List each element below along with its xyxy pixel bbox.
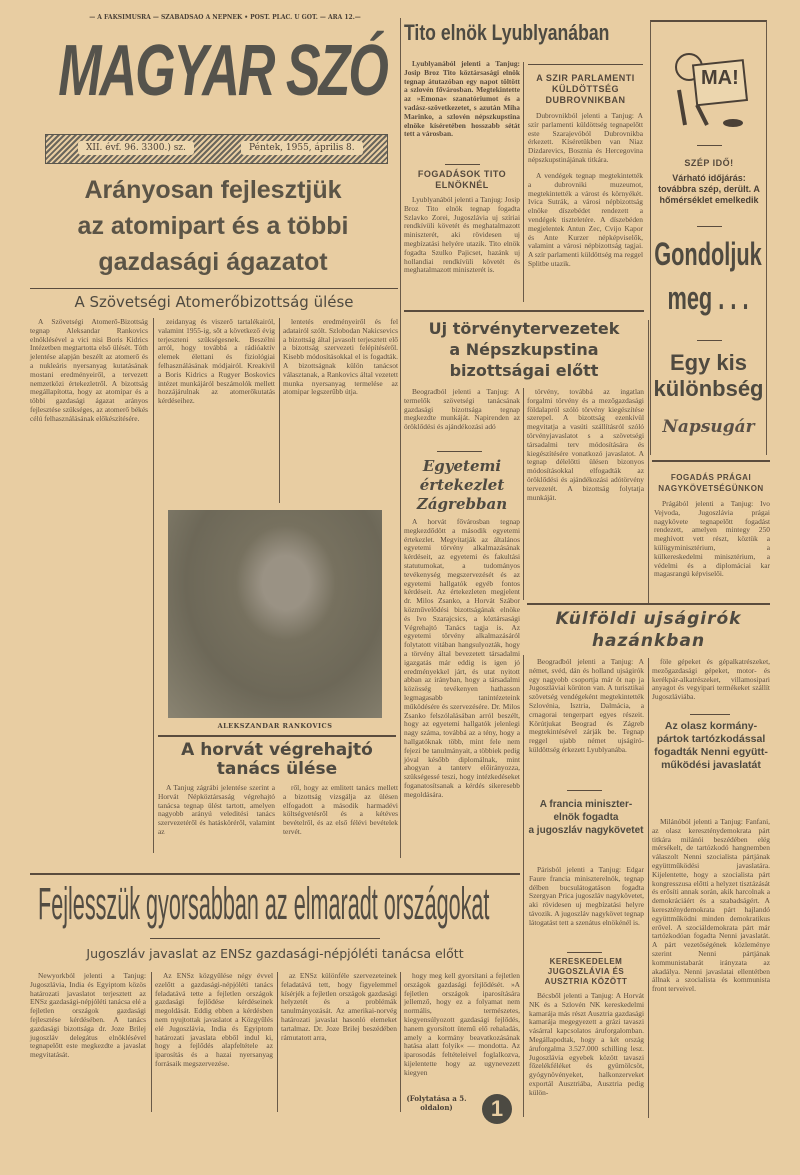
croatia-body-col2: ről, hogy az emlitett tanács mellett a bizottság vizsgálja az ülésen elfogadott a második harmadévi költségvetésről és a kétéves bevételről, és az első félévi bevételek tervét. xyxy=(283,783,398,836)
journalists-headline xyxy=(527,608,770,652)
journalists-headline-line: Külföldi ujságirók xyxy=(555,609,742,629)
france-body: Párisból jelenti a Tanjug: Edgar Faure francia miniszterelnök, tegnap délben bucsulátogatáson fogadta Szergyan Prica jugoszláv nagykövetet, aki rövidesen uj megbízatási helyre távozik. A jugoszláv nagykövet tegnap látogatást tett a szenátus elnökénél is. xyxy=(529,865,644,927)
page-number: 1 xyxy=(482,1094,512,1124)
bottom-col1: Newyorkból jelenti a Tanjug: Jugoszlávia, India és Egyiptom közös határozati javaslatot terjesztett az ENSz gazdasági-népjóléti tanácsa elé a fejletlen országok gazdasági fejlesztése kérdésében. A tanács gazdasági bizottsága dr. Joze Brilej jugoszláv delegátus elnöklésével tegnapelőtt este megkezdte a javaslat megvitatását. xyxy=(30,971,146,1060)
laws-headline xyxy=(404,318,644,381)
lead-subhead: A Szövetségi Atomerőbizottság ülése xyxy=(74,293,354,311)
bottom-col4: hogy meg kell gyorsítani a fejletlen országok gazdasági fejlődését. »A fejletlen országok iparosítására jellemző, hogy ez a folyamat nem normális, természetes, kiegyensúlyozott gazdasági fejlődés, hanem gyorsított ütemű elő rehaladás, amely a kormány beavatkozásának hatása alatt folyik« — mondotta. Az iparosodás feltételeivel foglalkozva, kijelentette hogy az ugynevezett kiegyen xyxy=(404,971,520,1077)
italy-body: Milánóból jelenti a Tanjug: Fanfani, az olasz kereszténydemokrata párt titkára milánói beszédében elég mérsékelt, de tartózkodó hangnemben válaszolt Nenni szocialista pártjának együttműködési javaslatára. Kijelentette, hogy a szocialista párt kongresszusa előtti a helyzet tisztázását és erősíti annak során, akik harcolnak a demokráciáért és a szabadságért. A kereszténydemokrata párt hajlandó együttműködni minden demokratikus erővel. A szociáldemokrata párt már tartózkodóan fogadta Nenni javaslatát. A párt vezetőségének közleménye szerint Nenni pártjának kommunistabarát irányzata az akadálya. Nenni javaslatai ellentétben állnak a szocialista és kommunista front terveivel. xyxy=(652,817,770,994)
weather-title: SZÉP IDŐ! xyxy=(684,158,734,168)
cartoon-newspaper-icon xyxy=(667,45,749,130)
journalists-headline-line: hazánkban xyxy=(591,631,706,651)
lead-headline-line: az atomipart és a többi xyxy=(77,212,349,240)
continued-note: (Folytatása a 5. oldalon) xyxy=(406,1094,467,1112)
tito-body: Lyublyanából jelenti a Tanjug: Josip Broz Tito köztársasági elnök tegnap átutazóban egy napot töltött a szlovén fővárosban. Megtekintette az »Emona« szanatóriumot és a vadász-szövetkezetet, s azután Miha Marinko, a szlovén népszkupstina elnöke kíséretében hosszabb sétát tett a városban. xyxy=(404,59,520,139)
france-headline-line: A francia miniszter- xyxy=(539,799,633,810)
tito-headline: Tito elnök Lyublyanában xyxy=(404,20,610,45)
laws-headline-line: bizottságai előtt xyxy=(449,361,599,380)
prague-headline: FOGADÁS PRÁGAI NAGYKÖVETSÉGÜNKON xyxy=(658,473,764,493)
photo-caption: ALEKSZANDAR RANKOVICS xyxy=(217,722,333,730)
photo-rankovics xyxy=(168,510,382,718)
laws-body-col1: Beogradból jelenti a Tanjug: A termelők szövetségi tanácsának gazdasági bizottsága tegnap megkezdte munkáját. Napirenden az öröklődési és ajándékozási adó xyxy=(404,387,520,432)
lead-body-col3: lentetés eredményeiről és fel adatairól szólt. Szlobodan Nakicsevics a bizottság által javasolt terjesztett elő a bizottság szervezeti felépítéséről. Kisebb módosításokkal el is fogadták. A bizottságnak külön tanácsot választanak, a Rankovics által vezetett munka nyersanyag termelése az atomipar legszerűbb útja. xyxy=(283,317,398,397)
university-body: A horvát fővárosban tegnap megkezdődött a második egyetemi értekezlet. Megvitatják az általános egyetemi törvény alkalmazásának kérdéseit, az egyetemi és fakultási statutumokat, a tudományos tevékenység megszervezését és az egyetemi hallgatók egyéb fontos kérdéseit. Az értekezleten megjelent dr. Milos Zsanko, a Horvát Szábor közművelődési bizottságának elnöke és Ivo Szarajcsics, a köztársasági Végrehajtó Tanács tagja is. Az egyetemi törvény alkalmazásáról folytatott vitában hangsulyozták, hogy a törvény által bevezetett társadalmi igazgatás már eddig is igen jó eredményekkel járt, és utat nyitott abban az irányban, hogy a társadalmi közösség tevékenyen hathasson legmagasabb tanintézeteink működésére és szervezésére. Dr. Milos Zsanko felszólalásában arról beszélt, hogy az egyetemi hallgatók jelenlegi nagy száma, továbbá az a tény, hogy a hallgatóknak több, mint fele nem fejezi be tanulmányait, a többiek pedig jóval később diplomálnak, mint ahogyan a tanterv előirányozza, szükségessé teszi, hogy intézkedéseket foganatosítsanak a kérdés sikeresebb megoldására. xyxy=(404,517,520,799)
cartoon-label: MA! xyxy=(701,67,739,89)
lead-body-col2: zeidanyag és viszerő tartalékairól, valamint 1955-ig, sőt a következő évig terjeszteni szükségesnek. Beszélni arról, hogy továbbá a rádióaktív elemek élettani és fiziológiai felhasználásának módjairól. Kreakivil a Boris Kidrics a Rugyer Boskovics intézet munkájáról beszámolók mellett hozzájárulnak az atomerőkutatás kérdéseihez. xyxy=(158,317,275,406)
trade-headline: KERESKEDELEM JUGOSZLÁVIA ÉS AUSZTRIA KÖZÖTT xyxy=(544,957,628,986)
tito-receptions-body: Lyublyanából jelenti a Tanjug: Josip Broz Tito elnök tegnap fogadta Szlavko Zorei, Jugoszlávia uj szíriai rendkívüli követét és meghatalmazott miniszterét, aki rövidesen uj megbízatási helyére utazik. Tito elnök fogadta Szulko Pajicset, hazánk uj hollandiai rendkívüli követét és meghatalmazott miniszterét is. xyxy=(404,195,520,275)
france-headline-line: elnök fogadta xyxy=(553,812,619,823)
newspaper-logo: MAGYAR SZÓ xyxy=(58,30,387,112)
syria-headline: A SZIR PARLAMENTI KÜLDÖTTSÉG DUBROVNIKBAN xyxy=(536,73,635,105)
lead-headline-line: gazdasági ágazatot xyxy=(98,248,328,276)
croatia-body-col1: A Tanjug zágrábi jelentése szerint a Horvát Népköztársaság végrehajtó tanácsa tegnap ülést tartott, amelyen nagyobb arányú veleditési tanács szervezetéről és hatásköréről, valamint az xyxy=(158,783,275,836)
croatia-headline-line: A horvát végrehajtó xyxy=(181,740,373,760)
bottom-subhead: Jugoszláv javaslat az ENSz gazdasági-népjóléti tanácsa előtt xyxy=(86,946,464,961)
bottom-headline: Fejlesszük gyorsabban az elmaradt országokat xyxy=(38,880,490,930)
masthead-topline: — A FAKSIMUSRA — SZABADSAO A NÉPNEK • POST. PLAC. U GOT. — ARA 12.— xyxy=(89,14,361,21)
bottom-col2: Az ENSz közgyűlése négy évvel ezelőtt a gazdasági-népjóléti tanács feladatává tette a fejletlen országok gazdasági fejlődése kérdéseinek megoldását. Eddig ebben a kérdésben nem nyujtottak javaslatot a Közgyűlés elé Jugoszlávia, India és Egyiptom határozati javaslata ebből indul ki, hogy a fejlődés alapfeltétele az iparosítás és a hazai nyersanyag forrásaik megszervezése. xyxy=(155,971,273,1068)
italy-headline-line: Az olasz kormány- xyxy=(664,720,758,732)
ad2-line: Egy kis xyxy=(669,350,748,375)
ad-think-again xyxy=(654,232,763,320)
france-headline xyxy=(527,798,645,837)
weather-text: Várható időjárás: továbbra szép, derült. A hőmérséklet emelkedik xyxy=(658,173,760,205)
trade-body: Bécsből jelenti a Tanjug: A Horvát NK és a Szlovén NK kereskedelmi kamarája más részt Ausztria gazdasági kamarája megegyezett a grázi tavaszi vásárral kapcsolatos áruforgalomban. Megállapodtak, hogy a két ország áruforgalma 3.527.000 schilling lesz. Jugoszlávia egyebek között tavaszi főzelékféléket és gyümölcsöt, gyógynövényeket, halkonzerveket exportál Ausztriába, Ausztria pedig külön- xyxy=(529,991,644,1097)
lead-headline-line: Arányosan fejlesztjük xyxy=(84,176,342,204)
laws-body-col2: törvény, továbbá az ingatlan forgalmi törvény és a mezőgazdasági földalapról szóló törvény kiegészítése szerepel. A bizottság ezenkívül megvitatja a vasúti szállításról szóló törvényjavaslatot s a szövetségi társadalmi terv módosítására és kiegészítésére vonatkozó javaslatot. A tegnap délelőtti ülésen bizonyos módosításokkal elfogadták az öröklődési és ajándékozási adótörvény tervezetét. A bizottság folytatja munkáját. xyxy=(527,387,644,502)
university-headline-line: értekezlet xyxy=(419,476,505,494)
university-headline-line: Zágrebban xyxy=(416,495,508,513)
journalists-body-col1: Beogradból jelenti a Tanjug: A német, svéd, dán és holland ujságirók egy nagyobb csoportja már öt nap ja Jugoszláviai körúton van. A turisztikai szövetség vendégeként megtekintették Szlovénia, Isztria, Dalmácia, a crnagorai tengerpart egyes részeit. Körútjukat Beograd és Zágreb megtekintésével zárják be. Tegnap reggel ujabb német ujságíró-küldöttség érkezett Lyublyanába. xyxy=(529,657,644,754)
italy-headline-line: működési javaslatát xyxy=(661,759,761,771)
tito-receptions-headline: FOGADÁSOK TITO ELNÖKNÉL xyxy=(417,169,507,190)
italy-headline-line: fogadták Nenni együtt- xyxy=(654,746,768,758)
italy-headline xyxy=(652,720,770,772)
ad2-line: különbség xyxy=(653,376,764,401)
croatia-headline-line: tanács ülése xyxy=(216,759,338,779)
university-headline-line: Egyetemi xyxy=(422,457,502,475)
bottom-col3: az ENSz különféle szervezeteinek feladatává tett, hogy figyelemmel kísérjék a fejletlen országok gazdasági helyzetét és a problémák tanulmányozását. Az amerikai-norvég határozati javaslat hasonló elemeket tartalmaz. Dr. Joze Brilej beszédében rámutatott arra, xyxy=(281,971,397,1042)
laws-headline-line: Uj törvénytervezetek xyxy=(428,319,620,338)
laws-headline-line: a Népszkupstina xyxy=(449,340,599,359)
croatia-headline xyxy=(158,741,396,779)
issue-bar xyxy=(45,134,388,164)
syria-body-2: A vendégek tegnap megtekintették a dubrovniki muzeumot, megtekintették a várost és környékét. Ivica Sutrák, a városi népbizottság elnöke díszebédet rendezett a vendégek tiszteletére. A díszebéden megjelentek Antun Zec, Cvijo Kapor és Ante Kurzer népképviselők, valamint a városi népbizottság tagjai. A szír parlamenti küldöttség ma reggel Splitbe utazik. xyxy=(528,171,643,268)
italy-headline-line: pártok tartózkodással xyxy=(656,733,766,745)
ad-small-difference xyxy=(650,350,767,402)
france-headline-line: a jugoszláv nagykövetet xyxy=(528,825,644,836)
syria-body: Dubrovnikból jelenti a Tanjug: A szír parlamenti küldöttség tegnapelőtt este Szarajevóból Dubrovnikba érkezett. Kíséretükben van Niaz Dizdarevics, Bosznia és Hercegovina népszkupstinájának titkára. xyxy=(528,111,643,164)
issue-date: Péntek, 1955, április 8. xyxy=(241,141,363,155)
prague-body: Prágából jelenti a Tanjug: Ivo Vejvoda, Jugoszlávia prágai nagykövete tegnapelőtt fogadást rendezett, amelyen mintegy 250 meghívott vett részt, köztük a külügyminisztérium, a külkereskedelmi minisztérium, a védelmi és a diplomáciai kar magasrangú képviselői. xyxy=(654,499,770,579)
ad1-line: meg . . . xyxy=(667,280,749,316)
lead-body-col1: A Szövetségi Atomerő-Bizottság tegnap Aleksandar Rankovics elnöklésével a vici nisi Boris Kidrics Intézetben megtartotta első ülését. Tóth jelentése alapján beszélt az atomerő és a nukleáris nyersanyag kutatásának mostani eredményeiről, a tervezett nemzetközi értekezletről. A bizottság megállapította, hogy az atomipar és a többi gazdasági ágazat arányos fejlesztése szükséges, az atomerő békés célú felhasználásának előkészítésére. xyxy=(30,317,148,423)
journalists-body-col2: föle gépeket és gépalkatrészeket, mezőgazdasági gépeket, motor- és kerékpár-alkatrészeket, villamosipari anyagot és vegyipari termékeket szállít Jugoszláviába. xyxy=(652,657,770,702)
university-headline xyxy=(404,457,520,514)
ad1-line: Gondoljuk xyxy=(654,236,762,272)
lead-headline xyxy=(28,172,398,280)
issue-number: XII. évf. 96. 3300.) sz. xyxy=(78,141,194,155)
ad-brand-napsugar: Napsugár xyxy=(662,417,755,437)
